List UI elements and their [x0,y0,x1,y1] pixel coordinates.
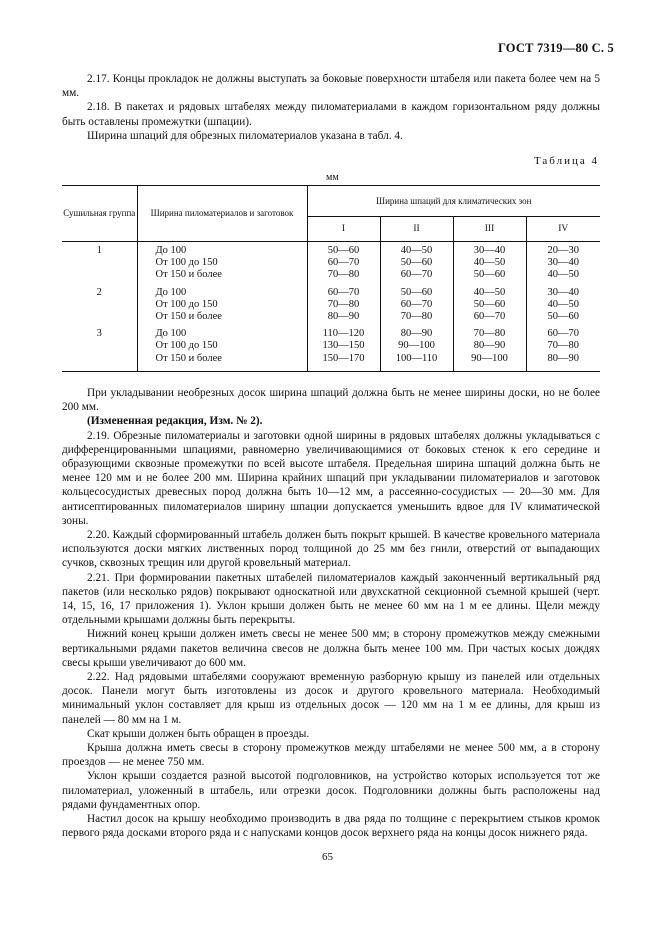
paragraph-2-17: 2.17. Концы прокладок не должны выступать за боковые поверхности штабеля или пакета более чем на 5 мм. [62,73,600,100]
zone-cell: 50—60 60—70 70—80 [380,284,453,326]
page-header: ГОСТ 7319—80 С. 5 [497,41,614,55]
zone-cell: 60—70 70—80 80—90 [526,325,600,371]
header-zones: Ширина шпаций для климатических зон [307,186,600,217]
paragraph-amendment-note: (Измененная редакция, Изм. № 2). [87,415,263,428]
width-cell: До 100 От 100 до 150 От 150 и более [137,284,307,326]
width-cell: До 100 От 100 до 150 От 150 и более [137,325,307,371]
header-zone-2: II [380,217,453,242]
zone-cell: 20—30 30—40 40—50 [526,242,600,284]
width-cell: До 100 От 100 до 150 От 150 и более [137,242,307,284]
page-number: 65 [322,851,333,863]
paragraph-2-19: 2.19. Обрезные пиломатериалы и заготовки одной ширины в рядовых штабелях должны укладываться с дифференцированными шпациями, равномерно увеличивающимися от боковых стенок к его середине и образующими сквозные промежутки по всей высоте штабеля. Предельная ширина шпаций должна быть не менее 120 мм и не более 200 мм. Ширина крайних шпаций при укладывании пиломатериалов и заготовок кольцесосудистых древесных пород должна быть 10—12 мм, а рассеянно-сосудистых — 20—30 мм. Для антисептированных пиломатериалов ширину шпации допускается уменьшить вдвое для IV климатической зоны. [62,429,600,527]
zone-cell: 70—80 80—90 90—100 [453,325,526,371]
table-unit: мм [326,172,339,183]
header-drying-group: Сушильная группа [62,186,137,242]
table-row [62,284,600,326]
table-row [62,325,600,371]
paragraph-table-ref: Ширина шпаций для обрезных пиломатериалов указана в табл. 4. [87,129,403,142]
paragraph-2-18: 2.18. В пакетах и рядовых штабелях между пиломатериалами в каждом горизонтальном ряду должны быть оставлены промежутки (шпации). [62,101,600,128]
zone-cell: 50—60 60—70 70—80 [307,242,380,284]
group-cell: 3 [62,325,137,371]
bottom-text-block [62,386,600,841]
header-zone-4: IV [526,217,600,242]
paragraph-roof-slope-direction: Скат крыши должен быть обращен в проезды. [87,727,310,740]
zone-cell: 60—70 70—80 80—90 [307,284,380,326]
zone-cell: 40—50 50—60 60—70 [380,242,453,284]
zone-cell: 30—40 40—50 50—60 [453,242,526,284]
paragraph-decking: Настил досок на крышу необходимо производить в два ряда по толщине с перекрытием стыков кромок первого ряда досками второго ряда и с напусками концов досок верхнего ряда на концы досок нижнего ряда. [62,813,600,840]
group-cell: 1 [96,245,102,256]
paragraph-headrests: Уклон крыши создается разной высотой подголовников, на устройство которых используется тот же пиломатериал, уложенный в штабель, или отрезки досок. Подголовники должны быть расположены над рядами фундаментных опор. [62,770,600,811]
paragraph-2-20: 2.20. Каждый сформированный штабель должен быть покрыт крышей. В качестве кровельного материала используются доски мягких лиственных пород толщиной до 25 мм без гнили, отверстий от выпадающих сучков, сквозных трещин или другой кровельный материал. [62,529,600,570]
table-4 [62,185,600,372]
header-zone-3: III [453,217,526,242]
paragraph-unedged-boards: При укладывании необрезных досок ширина шпаций должна быть не менее ширины доски, но не более 200 мм. [62,387,600,414]
paragraph-2-22: 2.22. Над рядовыми штабелями сооружают временную разборную крышу из панелей или отдельных досок. Панели могут быть изготовлены из досок и другого кровельного материала. Необходимый минимальный уклон составляет для крыш из отдельных досок — 120 мм на 1 м ее длины, для крыш из панелей — 80 мм на 1 м. [62,671,600,726]
paragraph-2-21: 2.21. При формировании пакетных штабелей пиломатериалов каждый законченный вертикальный ряд пакетов (или несколько рядов) покрывают односкатной или двухскатной секционной съемной крышей (черт. 14, 15, 16, 17 приложения 1). Уклон крыши должен быть не менее 60 мм на 1 м ее длины. Щели между отдельными крышами должны быть перекрыты. [62,571,600,627]
table-caption: Таблица 4 [533,155,599,167]
table-row [62,242,600,284]
zone-cell: 110—120 130—150 150—170 [307,325,380,371]
top-text-block [62,72,600,143]
header-zone-1: I [307,217,380,242]
group-cell: 2 [96,286,102,298]
paragraph-roof-overhang: Нижний конец крыши должен иметь свесы не менее 500 мм; в сторону промежутков между смежными вертикальными рядами пакетов величина свесов не должна быть менее 100 мм. При частых косых дождях свесы крыши увеличивают до 600 мм. [62,628,600,669]
zone-cell: 80—90 90—100 100—110 [380,325,453,371]
paragraph-overhang-distance: Крыша должна иметь свесы в сторону промежутков между штабелями не менее 500 мм, а в сторону проездов — не менее 750 мм. [62,742,600,769]
zone-cell: 40—50 50—60 60—70 [453,284,526,326]
zone-cell: 30—40 40—50 50—60 [526,284,600,326]
header-width: Ширина пиломатериалов и заготовок [137,186,307,242]
